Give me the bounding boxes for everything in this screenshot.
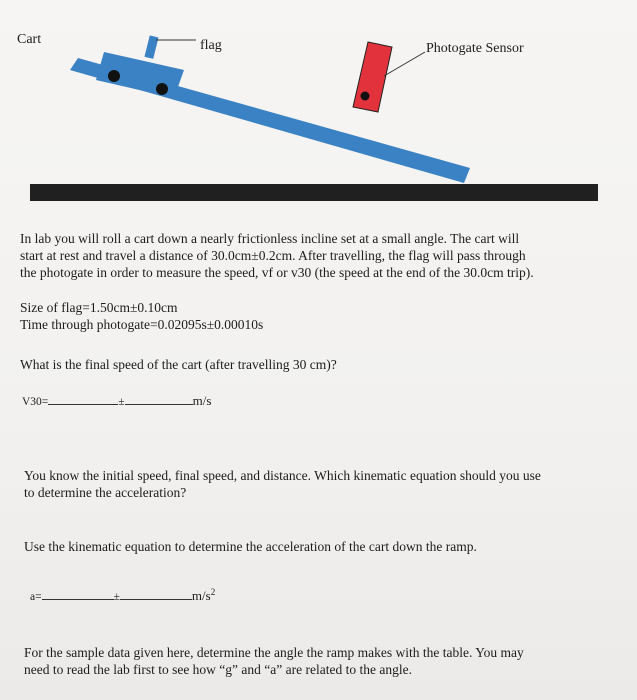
a-unit-exponent: 2	[210, 587, 216, 597]
a-unit: m/s	[191, 587, 211, 603]
v30-uncertainty-blank[interactable]	[125, 404, 193, 405]
intro-line-3: the photogate in order to measure the speed, vf or v30 (the speed at the end of the 30.0cm trip).	[20, 265, 534, 280]
flag-size: Size of flag=1.50cm±0.10cm	[20, 300, 178, 315]
photogate-sensor	[353, 42, 392, 112]
answer-row-v30	[22, 392, 211, 411]
photogate-sensor-dot	[361, 92, 370, 101]
question-angle-line-1: For the sample data given here, determine the angle the ramp makes with the table. You may	[24, 645, 524, 660]
a-uncertainty-blank[interactable]	[120, 599, 192, 600]
cart-label: Cart	[17, 32, 42, 47]
question-angle-line-2: need to read the lab first to see how “g” and “a” are related to the angle.	[24, 662, 412, 677]
v30-unit: m/s	[192, 393, 212, 408]
cart-wheel-rear	[108, 70, 120, 82]
question-final-speed: What is the final speed of the cart (after travelling 30 cm)?	[20, 357, 337, 372]
v30-label: V30=	[22, 396, 49, 408]
answer-row-a	[30, 584, 215, 606]
photogate-sensor-label: Photogate Sensor	[426, 41, 524, 56]
cart-wheel-front	[156, 83, 168, 95]
photogate-time: Time through photogate=0.02095s±0.00010s	[20, 317, 264, 332]
question-equation-line-2: to determine the acceleration?	[24, 485, 187, 500]
v30-plus-minus: ±	[118, 396, 125, 408]
a-label: a=	[30, 590, 42, 603]
question-equation-line-1: You know the initial speed, final speed, and distance. Which kinematic equation should you use	[24, 468, 541, 483]
v30-value-blank[interactable]	[48, 404, 118, 405]
intro-line-2: start at rest and travel a distance of 30.0cm±0.2cm. After travelling, the flag will pass through	[20, 248, 526, 263]
incline-diagram	[0, 0, 637, 210]
cart-flag	[144, 35, 158, 59]
intro-line-1: In lab you will roll a cart down a nearly frictionless incline set at a small angle. The cart will	[20, 231, 520, 246]
a-plus-minus: ±	[113, 590, 120, 603]
flag-label: flag	[200, 38, 222, 53]
question-acceleration: Use the kinematic equation to determine the acceleration of the cart down the ramp.	[24, 539, 477, 554]
a-value-blank[interactable]	[42, 599, 114, 600]
table-surface	[30, 184, 598, 201]
